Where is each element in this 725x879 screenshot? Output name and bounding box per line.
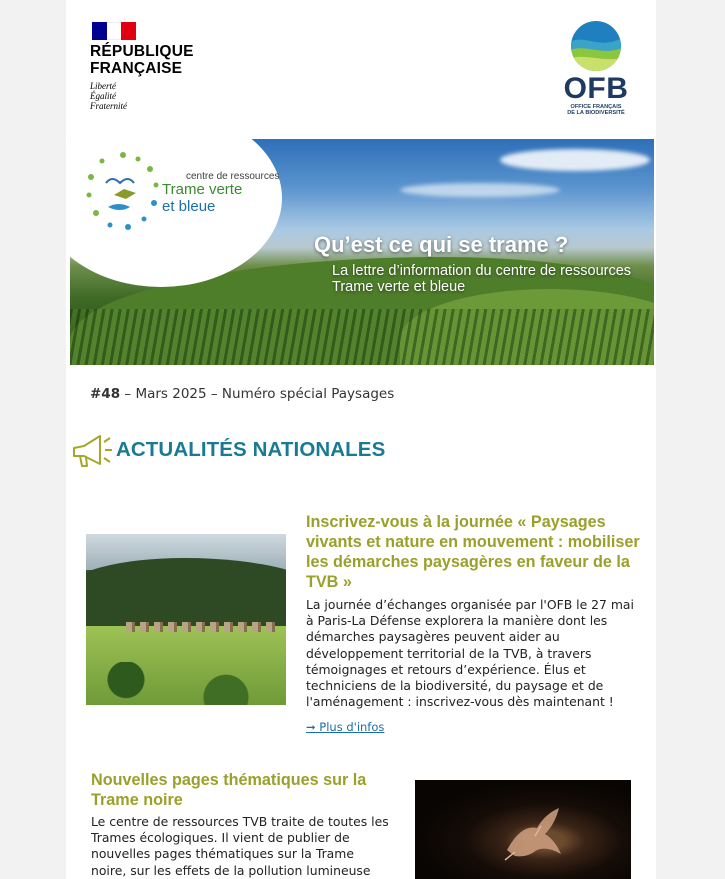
issue-date-theme: – Mars 2025 – Numéro spécial Paysages — [120, 386, 395, 402]
article-1-title[interactable]: Inscrivez-vous à la journée « Paysages vivants et nature en mouvement : mobiliser les démarches paysagères en faveur de la TVB » — [306, 513, 640, 591]
rf-line1: RÉPUBLIQUE — [90, 43, 194, 60]
banner-title: Qu’est ce qui se trame ? — [314, 232, 569, 257]
tvb-logo-line1: Trame verte — [162, 181, 243, 198]
banner-subtitle: La lettre d’information du centre de ressources Trame verte et bleue — [332, 263, 632, 295]
ofb-acronym: OFB — [563, 72, 629, 105]
issue-number: #48 — [90, 386, 121, 402]
bat-icon — [415, 780, 631, 879]
megaphone-icon — [70, 430, 114, 470]
article-2-title[interactable]: Nouvelles pages thématiques sur la Trame noire — [91, 771, 367, 809]
article-1-body: La journée d’échanges organisée par l'OFB le 27 mai à Paris-La Défense explorera la manière dont les démarches paysagères peuvent aider au développement territorial de la TVB, à travers témoignages et retours d’expérience. Élus et techniciens de la biodiversité, du paysage et de l'aménagement : inscrivez-vous dès maintenant ! — [306, 597, 634, 710]
article-2-body: Le centre de ressources TVB traite de toutes les Trames écologiques. Il vient de publier de nouvelles pages thématiques sur la Trame noire, sur les effets de la pollution lumineuse — [91, 814, 389, 878]
ofb-emblem-icon — [570, 20, 622, 72]
banner-image[interactable] — [70, 139, 654, 365]
tvb-logo-line2: et bleue — [162, 198, 216, 215]
motto-egalite: Égalité — [90, 91, 116, 101]
article-2-image[interactable] — [415, 780, 631, 879]
republique-francaise-logo — [90, 22, 210, 111]
motto-fraternite: Fraternité — [90, 101, 127, 111]
ofb-subtitle-1: OFFICE FRANÇAIS — [570, 104, 622, 110]
motto-liberte: Liberté — [90, 81, 116, 91]
newsletter-sheet — [66, 0, 656, 879]
tvb-logo-small-text: centre de ressources — [186, 171, 280, 182]
issue-line — [90, 386, 394, 402]
article-1-more-link[interactable]: ➞ Plus d'infos — [306, 720, 385, 734]
republique-francaise-title — [90, 43, 210, 77]
rf-motto — [90, 81, 210, 111]
ofb-logo[interactable] — [554, 20, 638, 117]
ofb-subtitle-2: DE LA BIODIVERSITÉ — [567, 110, 625, 117]
article-1-image[interactable] — [86, 534, 286, 705]
tvb-logo-icon — [84, 149, 162, 233]
rf-line2: FRANÇAISE — [90, 60, 183, 77]
french-flag-icon — [92, 22, 136, 40]
section-title: ACTUALITÉS NATIONALES — [116, 438, 386, 461]
